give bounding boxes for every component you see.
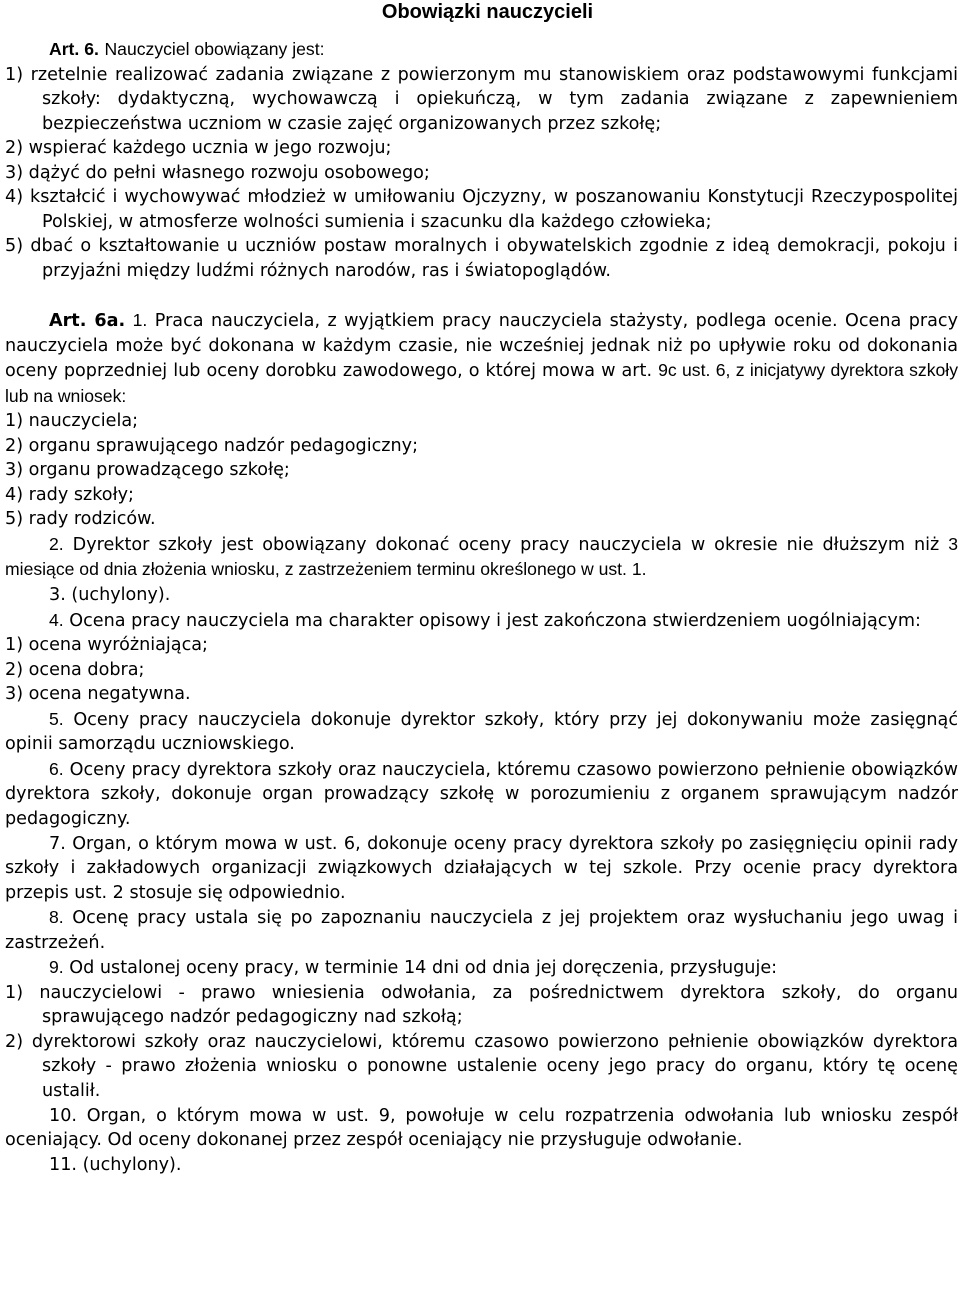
art6a-ust1-item-1: 1) nauczyciela; <box>5 411 139 432</box>
art6a-ust1-item-5: 5) rady rodziców. <box>5 509 156 530</box>
art6a-ust-2: 2. Dyrektor szkoły jest obowiązany dokonać oceny pracy nauczyciela w okresie nie dłuższym niż 3 miesiące od dnia złożenia wniosku, z zastrzeżeniem terminu określonego w ust. 1. <box>5 533 959 580</box>
art6-intro: Art. 6. Nauczyciel obowiązany jest: <box>49 39 325 59</box>
art6a-ust4-item-2: 2) ocena dobra; <box>5 659 145 680</box>
art6-item-2: 2) wspierać każdego ucznia w jego rozwoju; <box>5 138 392 159</box>
art6a-ust4-item-3: 3) ocena negatywna. <box>5 684 191 705</box>
art6a-ust-10: 10. Organ, o którym mowa w ust. 9, powołuje w celu rozpatrzenia odwołania lub wniosku zespół oceniający. Od oceny dokonanej przez zespół oceniający nie przysługuje odwołanie. <box>5 1105 958 1151</box>
art6a-ust-7: 7. Organ, o którym mowa w ust. 6, dokonuje oceny pracy dyrektora szkoły po zasięgnięciu opinii rady szkoły i zakładowych organizacji związkowych działających w tej szkole. Przy ocenie pracy dyrektora przepis ust. 2 stosuje się odpowiednio. <box>5 833 958 903</box>
art6-item-5: 5) dbać o kształtowanie u uczniów postaw moralnych i obywatelskich zgodnie z ideą demokracji, pokoju i przyjaźni między ludźmi różnych narodów, ras i światopoglądów. <box>5 236 958 281</box>
art6a-ust-6: 6. Oceny pracy dyrektora szkoły oraz nauczyciela, któremu czasowo powierzono pełnienie obowiązków dyrektora szkoły, dokonuje organ prowadzący szkołę w porozumieniu z organem sprawującym nadzór pedagogiczny. <box>5 758 959 829</box>
art6-item-1: 1) rzetelnie realizować zadania związane z powierzonym mu stanowiskiem oraz podstawowymi funkcjami szkoły: dydaktyczną, wychowawczą i opiekuńczą, w tym zadania związane z zapewnieniem bezpieczeństwa uczniom w czasie zajęć organizowanych przez szkołę; <box>5 64 958 134</box>
art6-item-4: 4) kształcić i wychowywać młodzież w umiłowaniu Ojczyzny, w poszanowaniu Konstytucji Rzeczypospolitej Polskiej, w atmosferze wolności sumienia i szacunku dla każdego człowieka; <box>5 187 958 232</box>
art6a-ust-5: 5. Oceny pracy nauczyciela dokonuje dyrektor szkoły, który przy jej dokonywaniu może zasięgnąć opinii samorządu uczniowskiego. <box>5 708 959 755</box>
art6a-ust-3: 3. (uchylony). <box>49 585 171 606</box>
art6a-ust1-item-2: 2) organu sprawującego nadzór pedagogiczny; <box>5 435 419 456</box>
art6a-ust-4: 4. Ocena pracy nauczyciela ma charakter opisowy i jest zakończona stwierdzeniem uogólniającym: <box>49 609 921 631</box>
document-body <box>5 37 958 1177</box>
art6a-ust1-item-3: 3) organu prowadzącego szkołę; <box>5 460 290 481</box>
art6a-ust1-item-4: 4) rady szkoły; <box>5 484 134 505</box>
art6a-ust9-item-2: 2) dyrektorowi szkoły oraz nauczycielowi, któremu czasowo powierzono pełnienie obowiązków dyrektora szkoły - prawo złożenia wniosku o ponowne ustalenie oceny jego pracy do organu, który tę ocenę ustalił. <box>5 1031 958 1101</box>
art6a-ust4-item-1: 1) ocena wyróżniająca; <box>5 635 208 656</box>
art6-item-3: 3) dążyć do pełni własnego rozwoju osobowego; <box>5 162 430 183</box>
page-title: Obowiązki nauczycieli <box>381 1 594 23</box>
art6a-ust-9: 9. Od ustalonej oceny pracy, w terminie 14 dni od dnia jej doręczenia, przysługuje: <box>49 957 778 979</box>
art6a-ust9-item-1: 1) nauczycielowi - prawo wniesienia odwołania, za pośrednictwem dyrektora szkoły, do organu sprawującego nadzór pedagogiczny nad szkołą; <box>5 982 958 1028</box>
art6a-ust-8: 8. Ocenę pracy ustala się po zapoznaniu nauczyciela z jej projektem oraz wysłuchaniu jego uwag i zastrzeżeń. <box>5 907 958 953</box>
art6a-ust-1: Art. 6a. 1. Praca nauczyciela, z wyjątkiem pracy nauczyciela stażysty, podlega ocenie. Ocena pracy nauczyciela może być dokonana w każdym czasie, nie wcześniej jednak niż po upływie roku od dokonania oceny poprzedniej lub oceny dorobku zawodowego, o której mowa w art. 9c ust. 6, z inicjatywy dyrektora szkoły lub na wniosek: <box>5 310 959 406</box>
art6a-ust-11: 11. (uchylony). <box>49 1154 182 1175</box>
